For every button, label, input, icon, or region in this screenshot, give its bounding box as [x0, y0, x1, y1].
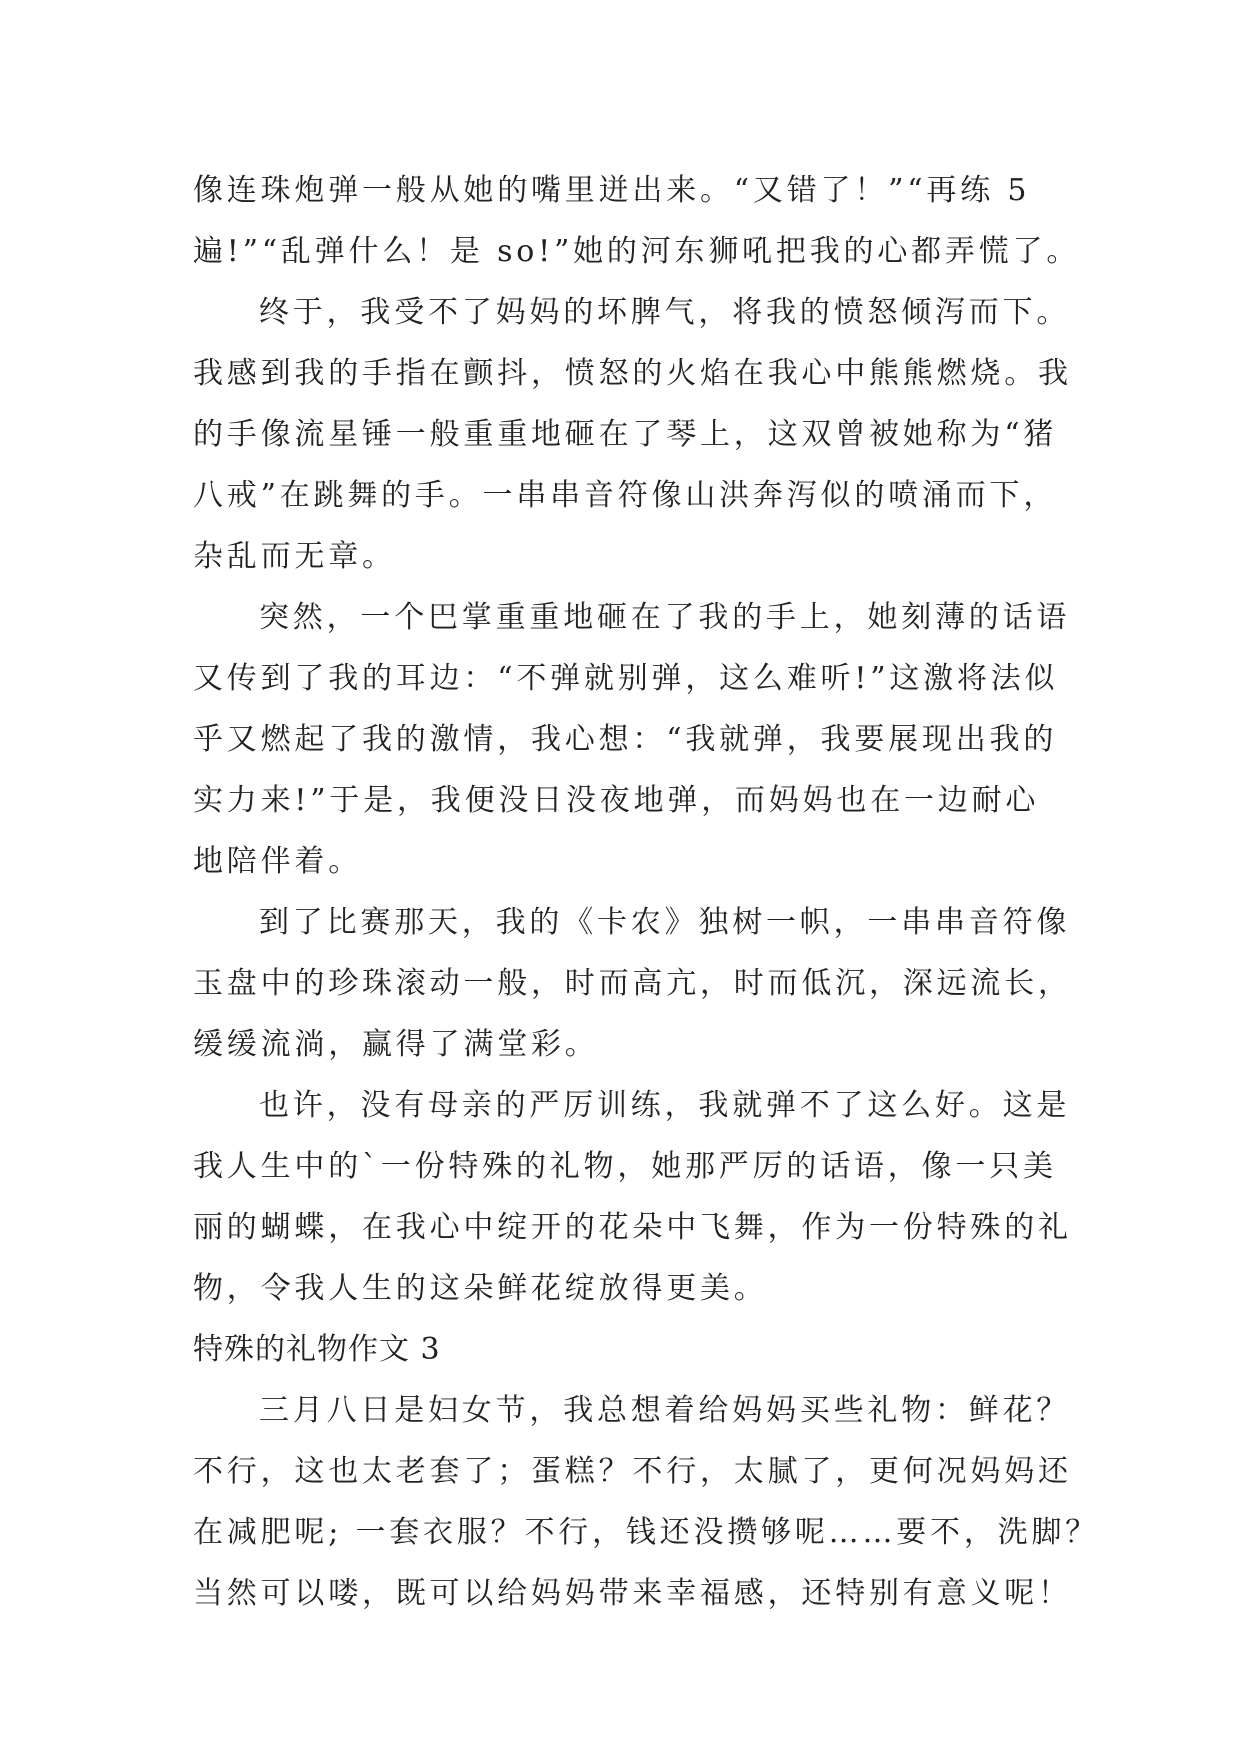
text-line: 乎又燃起了我的激情，我心想：“我就弹，我要展现出我的 [193, 722, 1058, 757]
text-line: 又传到了我的耳边：“不弹就别弹，这么难听!”这激将法似 [193, 661, 1059, 696]
text-line: 玉盘中的珍珠滚动一般，时而高亢，时而低沉，深远流长， [193, 966, 1072, 1001]
text-line: 不行，这也太老套了；蛋糕？不行，太腻了，更何况妈妈还 [193, 1454, 1072, 1489]
text-line: 我人生中的`一份特殊的礼物，她那严厉的话语，像一只美 [193, 1149, 1057, 1184]
text-line: 的手像流星锤一般重重地砸在了琴上，这双曾被她称为“猪 [193, 417, 1058, 452]
text-line: 像连珠炮弹一般从她的嘴里迸出来。“又错了！”“再练 5 [193, 173, 1031, 208]
text-line: 丽的蝴蝶，在我心中绽开的花朵中飞舞，作为一份特殊的礼 [193, 1210, 1072, 1245]
text-line: 当然可以喽，既可以给妈妈带来幸福感，还特别有意义呢！ [193, 1576, 1072, 1611]
text-line: 实力来!”于是，我便没日没夜地弹，而妈妈也在一边耐心 [193, 783, 1040, 818]
text-line: 突然，一个巴掌重重地砸在了我的手上，她刻薄的话语 [259, 600, 1071, 635]
essay-body [193, 160, 1100, 1624]
text-line: 遍!”“乱弹什么！是 so!”她的河东狮吼把我的心都弄慌了。 [193, 234, 1081, 269]
section-heading: 特殊的礼物作文 3 [193, 1332, 441, 1367]
text-line: 八戒”在跳舞的手。一串串音符像山洪奔泻似的喷涌而下， [193, 478, 1058, 513]
text-line: 地陪伴着。 [193, 844, 362, 879]
text-line: 终于，我受不了妈妈的坏脾气，将我的愤怒倾泻而下。 [259, 295, 1071, 330]
text-line: 在减肥呢; 一套衣服？不行，钱还没攒够呢……要不，洗脚？ [193, 1515, 1100, 1550]
text-line: 到了比赛那天，我的《卡农》独树一帜，一串串音符像 [259, 905, 1071, 940]
text-line: 三月八日是妇女节，我总想着给妈妈买些礼物：鲜花？ [259, 1393, 1071, 1428]
text-line: 我感到我的手指在颤抖，愤怒的火焰在我心中熊熊燃烧。我 [193, 356, 1072, 391]
text-line: 物，令我人生的这朵鲜花绽放得更美。 [193, 1271, 768, 1306]
text-line: 也许，没有母亲的严厉训练，我就弹不了这么好。这是 [259, 1088, 1071, 1123]
text-line: 杂乱而无章。 [193, 539, 396, 574]
text-line: 缓缓流淌，赢得了满堂彩。 [193, 1027, 599, 1062]
